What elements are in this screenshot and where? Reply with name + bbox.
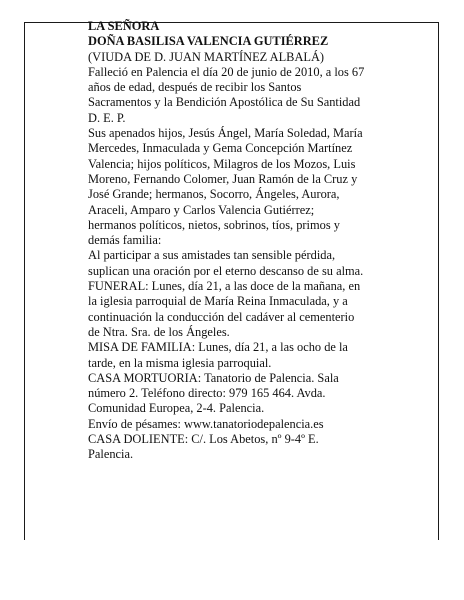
notice-line: Comunidad Europea, 2-4. Palencia. (88, 401, 265, 416)
notice-line: Mercedes, Inmaculada y Gema Concepción Martínez (88, 141, 353, 156)
notice-line: CASA DOLIENTE: C/. Los Abetos, nº 9-4º E. (88, 432, 319, 447)
notice-line: (VIUDA DE D. JUAN MARTÍNEZ ALBALÁ) (88, 49, 325, 64)
notice-line: hermanos políticos, nietos, sobrinos, tíos, primos y (88, 217, 340, 232)
notice-line: suplican una oración por el eterno descanso de su alma. (88, 263, 364, 278)
notice-line: FUNERAL: Lunes, día 21, a las doce de la mañana, en (88, 279, 361, 294)
notice-heading-title: LA SEÑORA (88, 19, 160, 33)
obituary-text (88, 19, 406, 463)
notice-line: continuación la conducción del cadáver al cementerio (88, 309, 355, 324)
notice-line: años de edad, después de recibir los Santos (88, 80, 302, 95)
notice-line: Sacramentos y la Bendición Apostólica de Su Santidad (88, 95, 361, 110)
notice-line: Moreno, Fernando Colomer, Juan Ramón de la Cruz y (88, 171, 358, 186)
notice-line: Sus apenados hijos, Jesús Ángel, María Soledad, María (88, 126, 363, 141)
notice-line: número 2. Teléfono directo: 979 165 464. Avda. (88, 386, 326, 401)
notice-heading-name: DOÑA BASILISA VALENCIA GUTIÉRREZ (88, 34, 329, 49)
notice-line: demás familia: (88, 233, 162, 248)
notice-line: CASA MORTUORIA: Tanatorio de Palencia. Sala (88, 370, 339, 385)
notice-line: la iglesia parroquial de María Reina Inmaculada, y a (88, 294, 348, 309)
notice-line: Valencia; hijos políticos, Milagros de los Mozos, Luis (88, 156, 356, 171)
notice-line: Envío de pésames: www.tanatoriodepalencia.es (88, 416, 324, 431)
notice-line: Al participar a sus amistades tan sensible pérdida, (88, 248, 336, 263)
notice-line: Falleció en Palencia el día 20 de junio de 2010, a los 67 (88, 64, 365, 79)
notice-line: de Ntra. Sra. de los Ángeles. (88, 324, 230, 339)
notice-line: Araceli, Amparo y Carlos Valencia Gutiérrez; (88, 202, 315, 217)
notice-line: José Grande; hermanos, Socorro, Ángeles, Aurora, (88, 187, 340, 202)
notice-line: MISA DE FAMILIA: Lunes, día 21, a las ocho de la (88, 340, 348, 355)
notice-line: D. E. P. (88, 110, 126, 125)
notice-line: tarde, en la misma iglesia parroquial. (88, 355, 272, 370)
notice-line: Palencia. (88, 447, 134, 462)
